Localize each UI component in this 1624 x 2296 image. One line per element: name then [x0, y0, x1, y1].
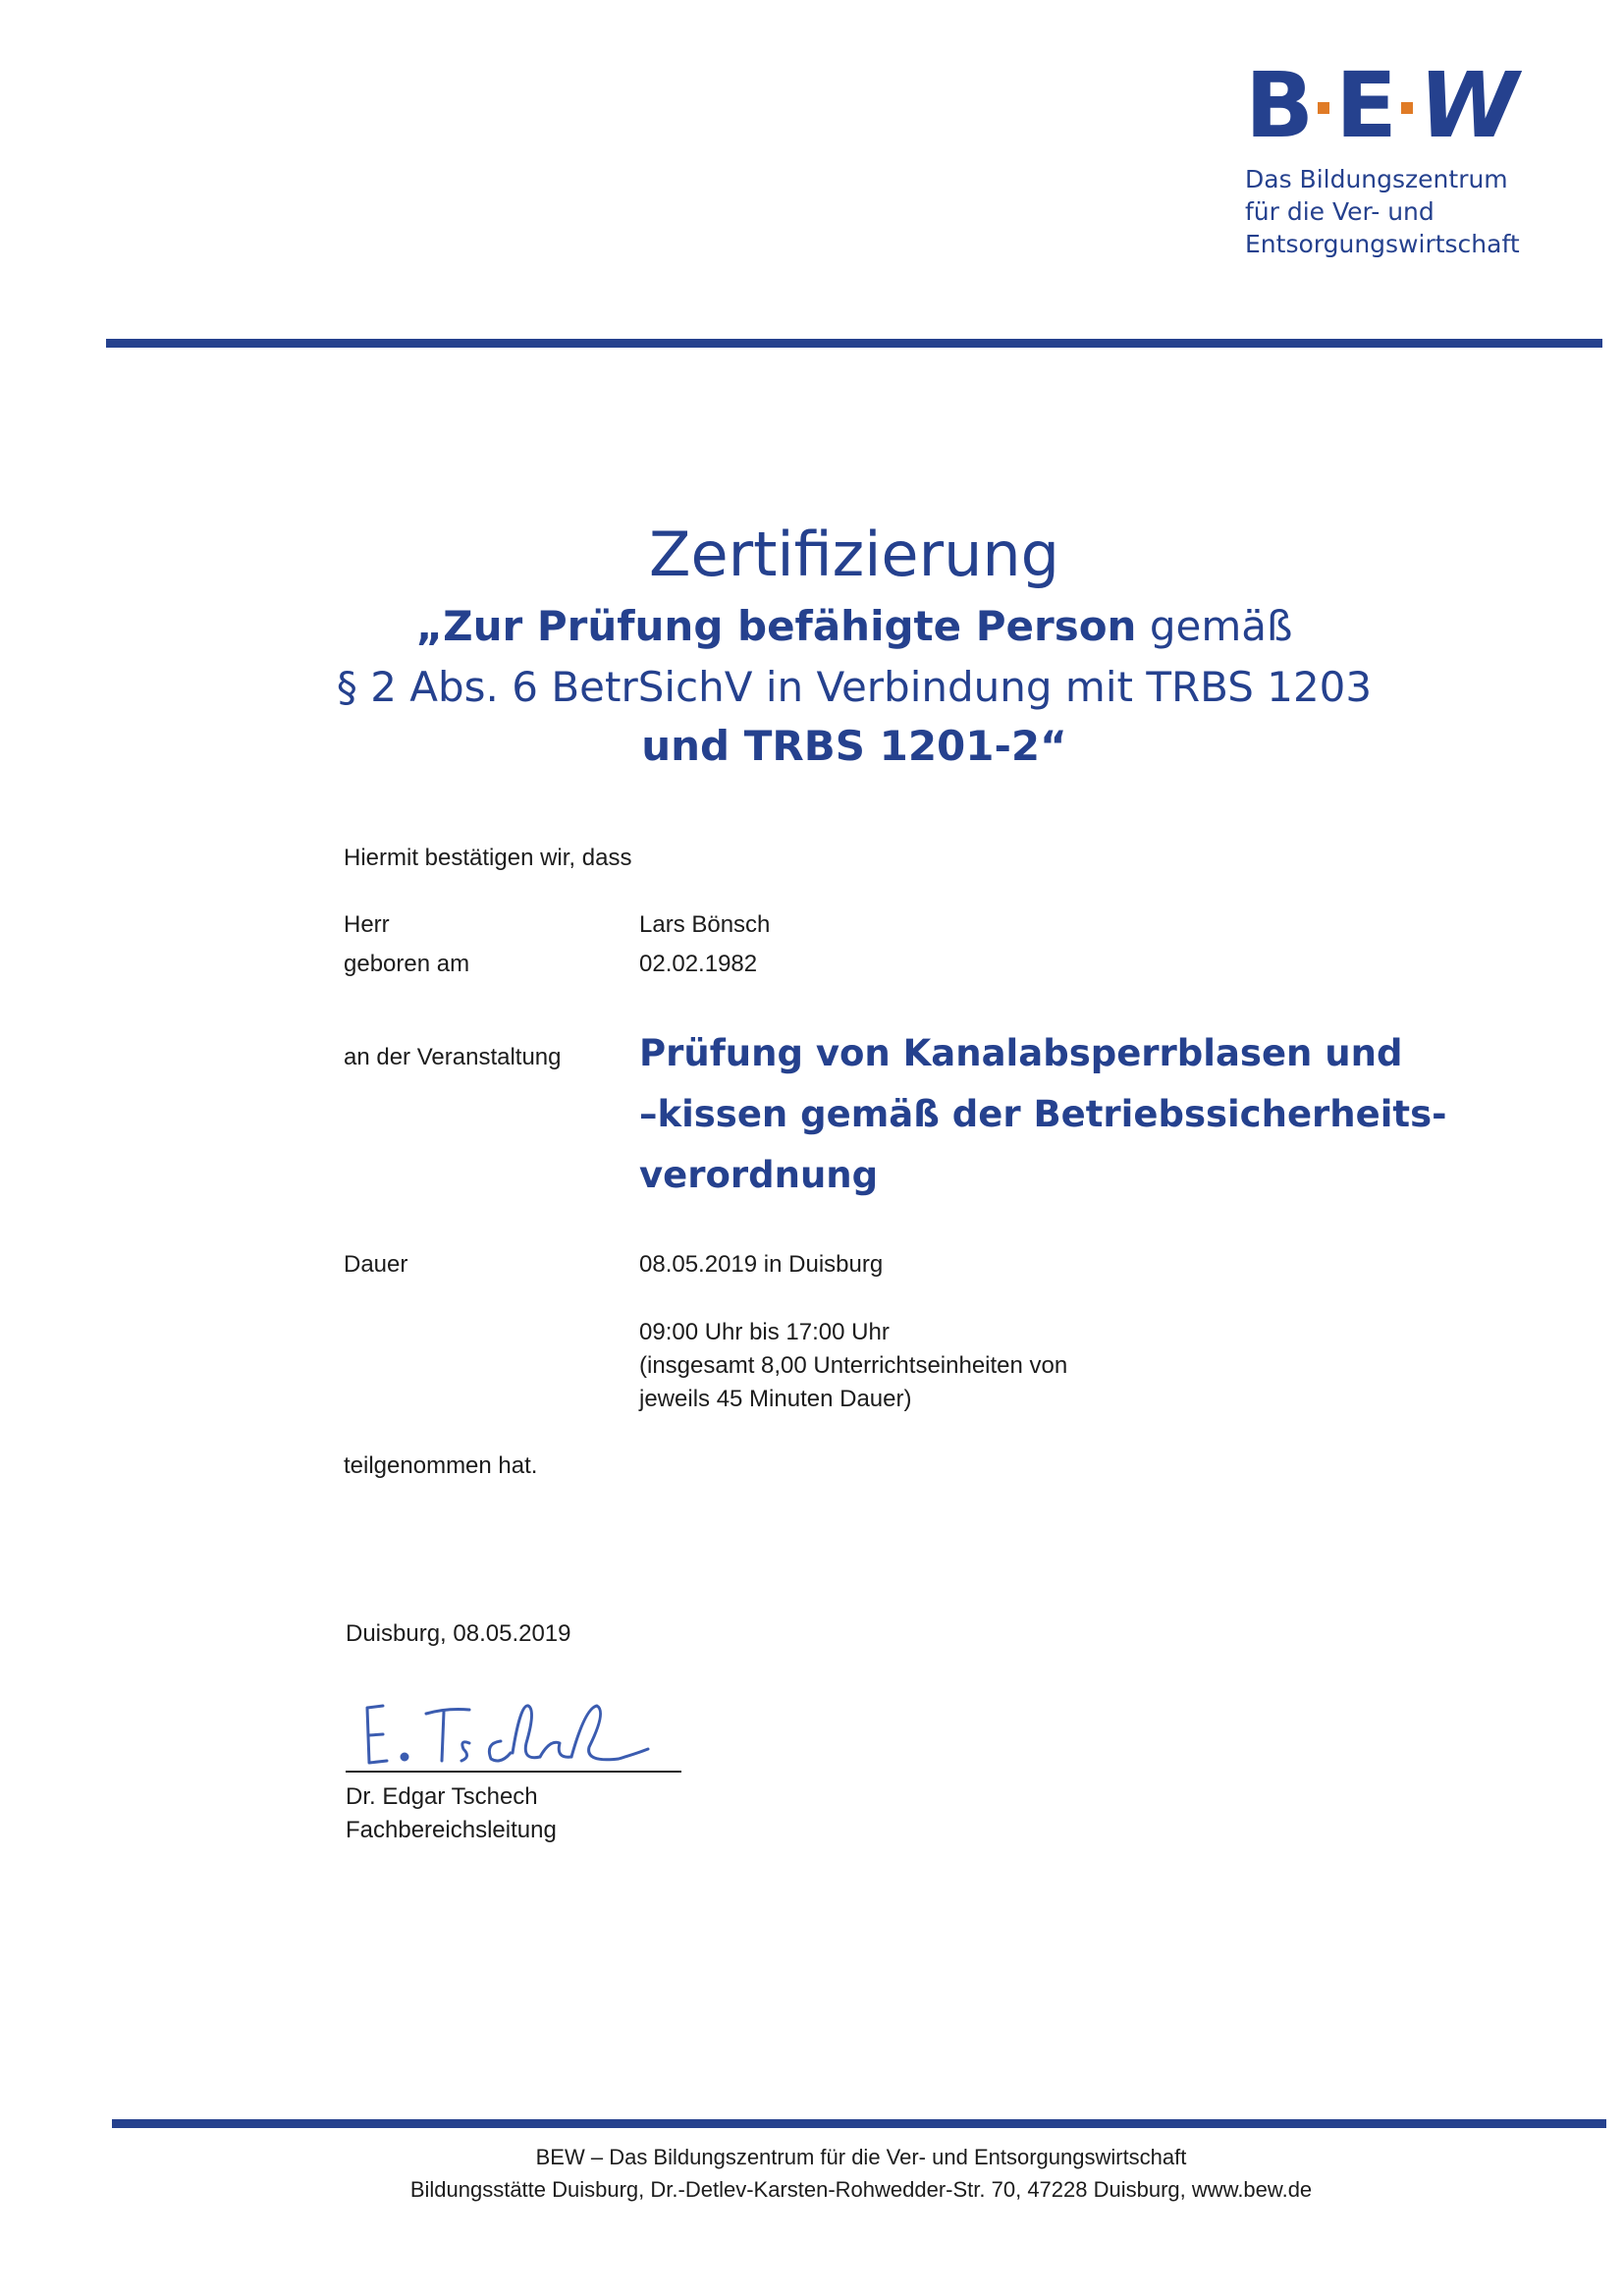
tagline-line: Das Bildungszentrum — [1245, 165, 1508, 193]
logo-dot — [1318, 102, 1329, 114]
footer-address: Bildungsstätte Duisburg, Dr.-Detlev-Karsten-Rohwedder-Str. 70, 47228 Duisburg, www.bew.de — [409, 2177, 1313, 2202]
participant-name: Lars Bönsch — [639, 911, 771, 938]
footer-organization: BEW – Das Bildungszentrum für die Ver- und Entsorgungswirtschaft — [535, 2145, 1187, 2169]
signature-line — [346, 1771, 681, 1773]
birth-date: 02.02.1982 — [639, 951, 758, 977]
footer-divider — [112, 2119, 1606, 2128]
participated-text: teilgenommen hat. — [344, 1452, 538, 1479]
logo-letter-b: B — [1245, 53, 1313, 158]
intro-text: Hiermit bestätigen wir, dass — [344, 845, 632, 871]
event-label: an der Veranstaltung — [344, 1044, 562, 1070]
certificate-subtitle-line2: § 2 Abs. 6 BetrSichV in Verbindung mit TRBS 1203 — [336, 663, 1373, 711]
duration-time: 09:00 Uhr bis 17:00 Uhr — [639, 1319, 890, 1345]
event-title-line: Prüfung von Kanalabsperrblasen und — [639, 1032, 1403, 1074]
subtitle-bold-part: „Zur Prüfung befähigte Person — [415, 602, 1137, 650]
handwritten-signature — [353, 1684, 658, 1773]
logo-letter-e: E — [1335, 53, 1395, 158]
event-title-line: –kissen gemäß der Betriebssicherheits- — [639, 1093, 1447, 1135]
tagline-line: für die Ver- und — [1245, 197, 1435, 226]
event-title — [639, 1023, 1446, 1206]
duration-detail-line: (insgesamt 8,00 Unterrichtseinheiten von — [639, 1352, 1068, 1379]
certificate-subtitle-line3: und TRBS 1201-2“ — [641, 722, 1067, 770]
signer-name: Dr. Edgar Tschech — [346, 1783, 538, 1810]
logo-dot — [1401, 102, 1413, 114]
birth-label: geboren am — [344, 951, 470, 977]
signer-role: Fachbereichsleitung — [346, 1817, 557, 1843]
duration-date: 08.05.2019 in Duisburg — [639, 1251, 884, 1278]
certificate-title: Zertifizierung — [648, 519, 1060, 590]
certificate-subtitle-line1 — [0, 597, 1624, 656]
duration-label: Dauer — [344, 1251, 408, 1278]
logo-letter-w: W — [1418, 53, 1517, 158]
bew-logo — [1245, 53, 1517, 158]
duration-detail-line: jeweils 45 Minuten Dauer) — [639, 1386, 912, 1412]
subtitle-regular-part: gemäß — [1136, 602, 1293, 650]
place-date: Duisburg, 08.05.2019 — [346, 1620, 571, 1647]
salutation-label: Herr — [344, 911, 390, 938]
logo-tagline — [1245, 163, 1520, 260]
event-title-line: verordnung — [639, 1154, 879, 1196]
header-divider — [106, 339, 1602, 348]
tagline-line: Entsorgungswirtschaft — [1245, 230, 1520, 258]
